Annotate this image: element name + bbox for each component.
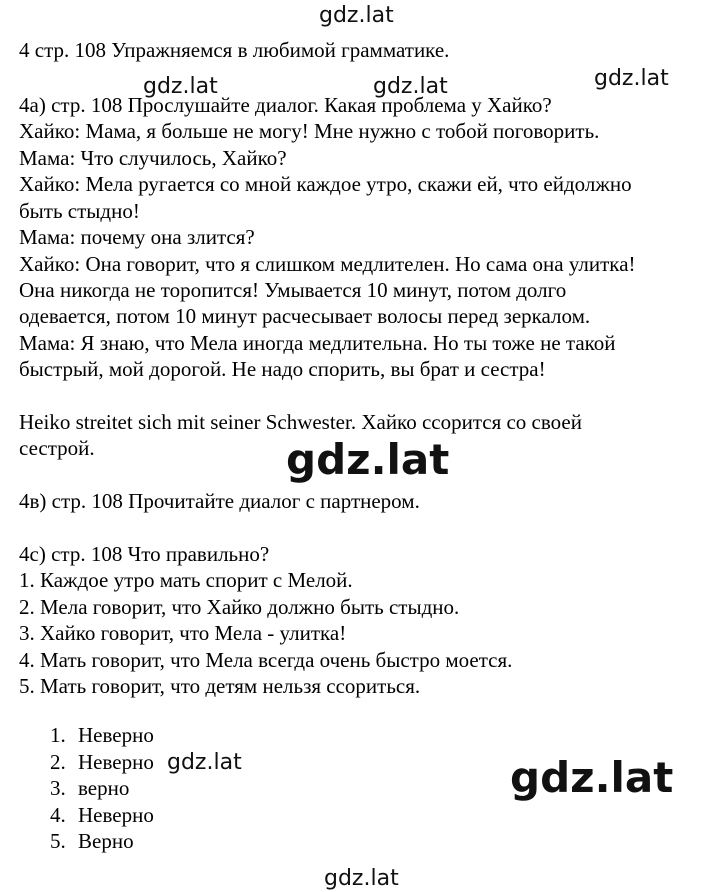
dialog-line: Мама: Я знаю, что Мела иногда медлительна. Но ты тоже не такой: [19, 331, 616, 355]
answer-text: Верно: [78, 829, 134, 853]
answer-number: 5.: [50, 829, 66, 853]
exercise-heading: 4 стр. 108 Упражняемся в любимой грамматике.: [19, 38, 450, 62]
answer-number: 3.: [50, 776, 66, 800]
dialog-line: одевается, потом 10 минут расчесывает волосы перед зеркалом.: [19, 304, 591, 328]
dialog-line: Хайко: Она говорит, что я слишком медлителен. Но сама она улитка!: [19, 252, 636, 276]
watermark-row-right: gdz.lat: [594, 66, 669, 91]
dialog-line: Хайко: Мела ругается со мной каждое утро, скажи ей, что ейдолжно: [19, 172, 632, 196]
watermark-row-middle: gdz.lat: [373, 74, 448, 99]
answer-text: верно: [78, 776, 130, 800]
answer-item: [50, 749, 154, 776]
watermark-bottom: gdz.lat: [324, 866, 399, 891]
statement-item: 4. Мать говорит, что Мела всегда очень быстро моется.: [19, 648, 513, 672]
answer-number: 4.: [50, 802, 66, 827]
answer-text: Неверно: [78, 802, 154, 827]
watermark-answers: gdz.lat: [167, 750, 242, 775]
dialog-line: Хайко: Мама, я больше не могу! Мне нужно с тобой поговорить.: [19, 119, 600, 143]
answer-item: [50, 775, 154, 802]
dialog-line: быстрый, мой дорогой. Не надо спорить, вы брат и сестра!: [19, 357, 546, 381]
statement-item: 2. Мела говорит, что Хайко должно быть стыдно.: [19, 595, 460, 619]
answer-item: [50, 802, 154, 829]
answer-item: [50, 828, 154, 855]
task-4b-heading: 4в) стр. 108 Прочитайте диалог с партнером.: [19, 489, 420, 513]
dialog-line: Мама: почему она злится?: [19, 225, 255, 249]
statement-item: 3. Хайко говорит, что Мела - улитка!: [19, 621, 347, 645]
answer-text: Неверно: [78, 749, 154, 774]
answer-item: [50, 722, 154, 749]
translation-line: сестрой.: [19, 436, 95, 460]
watermark-large-right: gdz.lat: [510, 753, 674, 802]
statement-item: 1. Каждое утро мать спорит с Мелой.: [19, 568, 353, 592]
dialog-line: Мама: Что случилось, Хайко?: [19, 146, 287, 170]
dialog-line: Она никогда не торопится! Умывается 10 минут, потом долго: [19, 278, 567, 302]
task-4a-heading: 4а) стр. 108 Прослушайте диалог. Какая проблема у Хайко?: [19, 93, 552, 117]
statement-item: 5. Мать говорит, что детям нельзя ссориться.: [19, 674, 421, 698]
answers-list: [50, 722, 154, 855]
dialog-line: быть стыдно!: [19, 199, 140, 223]
watermark-large-center: gdz.lat: [286, 435, 450, 484]
task-4c-heading: 4с) стр. 108 Что правильно?: [19, 542, 270, 566]
watermark-top: gdz.lat: [319, 3, 394, 28]
answer-number: 1.: [50, 723, 66, 747]
answer-text: Неверно: [78, 723, 154, 747]
translation-line: Heiko streitet sich mit seiner Schwester. Хайко ссорится со своей: [19, 410, 582, 434]
watermark-row-left: gdz.lat: [143, 74, 218, 99]
answer-number: 2.: [50, 749, 66, 774]
